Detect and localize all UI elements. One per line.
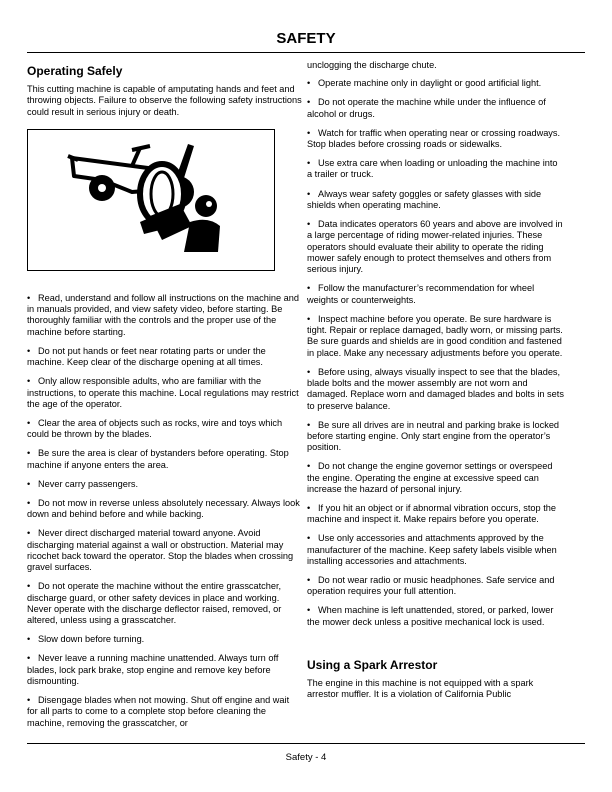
list-item: • Never leave a running machine unattended. Always turn off blades, lock park brake, stop engine and remove key before dismounting. <box>27 653 279 686</box>
section-heading-operating-safely: Operating Safely <box>27 64 123 78</box>
list-item: • Disengage blades when not mowing. Shut off engine and wait for all parts to come to a complete stop before cleaning the machine, removing the grasscatcher, or <box>27 694 290 728</box>
list-item: • Do not operate the machine without the entire grasscatcher, discharge guard, or other safety devices in place and working. Never operate with the discharge deflector raised, removed, or altered, unless using a grasscatcher. <box>27 581 282 626</box>
list-item: • Do not wear radio or music headphones. Safe service and operation requires your full attention. <box>307 575 555 597</box>
left-column <box>27 58 302 737</box>
list-item: • Read, understand and follow all instructions on the machine and in manuals provided, and view safety video, before starting. Be thoroughly familiar with the controls and the proper use of the machine before starting. <box>27 292 299 337</box>
list-item: • When machine is left unattended, stored, or parked, lower the mower deck unless a positive mechanical lock is used. <box>307 605 554 627</box>
list-item: • Do not change the engine governor settings or overspeed the engine. Operating the engine at excessive speed can increase the hazard of personal injury. <box>307 461 553 494</box>
list-item: • Only allow responsible adults, who are familiar with the instructions, to operate this machine. Local regulations may restrict the age of the operator. <box>27 376 299 409</box>
intro-paragraph: This cutting machine is capable of amputating hands and feet and throwing objects. Failure to observe the following safety instructions could result in serious injury or death. <box>27 84 302 117</box>
list-item: • Watch for traffic when operating near or crossing roadways. Stop blades before crossing roads or sidewalks. <box>307 127 561 150</box>
list-item: • Clear the area of objects such as rocks, wire and toys which could be thrown by the blades. <box>27 417 283 440</box>
list-item: • Operate machine only in daylight or good artificial light. <box>307 78 542 89</box>
rider-on-mower-warning-pictogram <box>28 130 274 270</box>
spark-arrestor-paragraph: The engine in this machine is not equipped with a spark arrestor muffler. It is a violation of California Public <box>307 678 534 700</box>
list-item: • If you hit an object or if abnormal vibration occurs, stop the machine and inspect it. Make repairs before you operate. <box>307 502 556 525</box>
page-number: Safety - 4 <box>285 752 327 763</box>
list-item: • Do not operate the machine while under the influence of alcohol or drugs. <box>307 97 546 119</box>
list-item: • Do not put hands or feet near rotating parts or under the machine. Keep clear of the discharge opening at all times. <box>27 345 266 368</box>
list-item: • Use only accessories and attachments approved by the manufacturer of the machine. Keep safety labels visible when installing accessories and attachments. <box>307 533 557 566</box>
list-item: • Use extra care when loading or unloading the machine into a trailer or truck. <box>307 158 558 180</box>
list-item: • Inspect machine before you operate. Be sure hardware is tight. Repair or replace damaged, badly worn, or missing parts. Be sure guards and shields are in good condition and fastened in place. Make any necessary adjustments before you operate. <box>307 313 563 358</box>
header-divider <box>27 52 585 53</box>
list-item: • Be sure all drives are in neutral and parking brake is locked before starting engine. Only start engine from the operator’s position. <box>307 419 560 453</box>
list-item: • Always wear safety goggles or safety glasses with side shields when operating machine. <box>307 188 542 210</box>
page-title: SAFETY <box>276 30 336 47</box>
list-item: • Data indicates operators 60 years and above are involved in a large percentage of riding mower-related injuries. These operators should evaluate their ability to operate the riding mower safely enough to protect themselves and others from serious injury. <box>307 218 563 275</box>
continuation-text: unclogging the discharge chute. <box>307 60 437 70</box>
section-heading-spark-arrestor: Using a Spark Arrestor <box>307 658 438 673</box>
list-item: • Follow the manufacturer’s recommendation for wheel weights or counterweights. <box>307 283 535 305</box>
footer-divider <box>27 743 585 744</box>
list-item: • Be sure the area is clear of bystanders before operating. Stop machine if anyone enters the area. <box>27 448 289 470</box>
list-item: • Never carry passengers. <box>27 478 139 489</box>
right-column <box>307 60 565 708</box>
list-item: • Slow down before turning. <box>27 634 145 645</box>
list-item: • Never direct discharged material toward anyone. Avoid discharging material against a wall or obstruction. Material may ricochet back toward the operator. Stop the blades when crossing gravel surfaces. <box>27 528 294 573</box>
safety-figure <box>27 129 275 271</box>
list-item: • Before using, always visually inspect to see that the blades, blade bolts and the mower assembly are not worn and damaged. Replace worn and damaged blades and bolts in sets to preserve balance. <box>307 366 564 411</box>
list-item: • Do not mow in reverse unless absolutely necessary. Always look down and behind before and while backing. <box>27 497 300 520</box>
